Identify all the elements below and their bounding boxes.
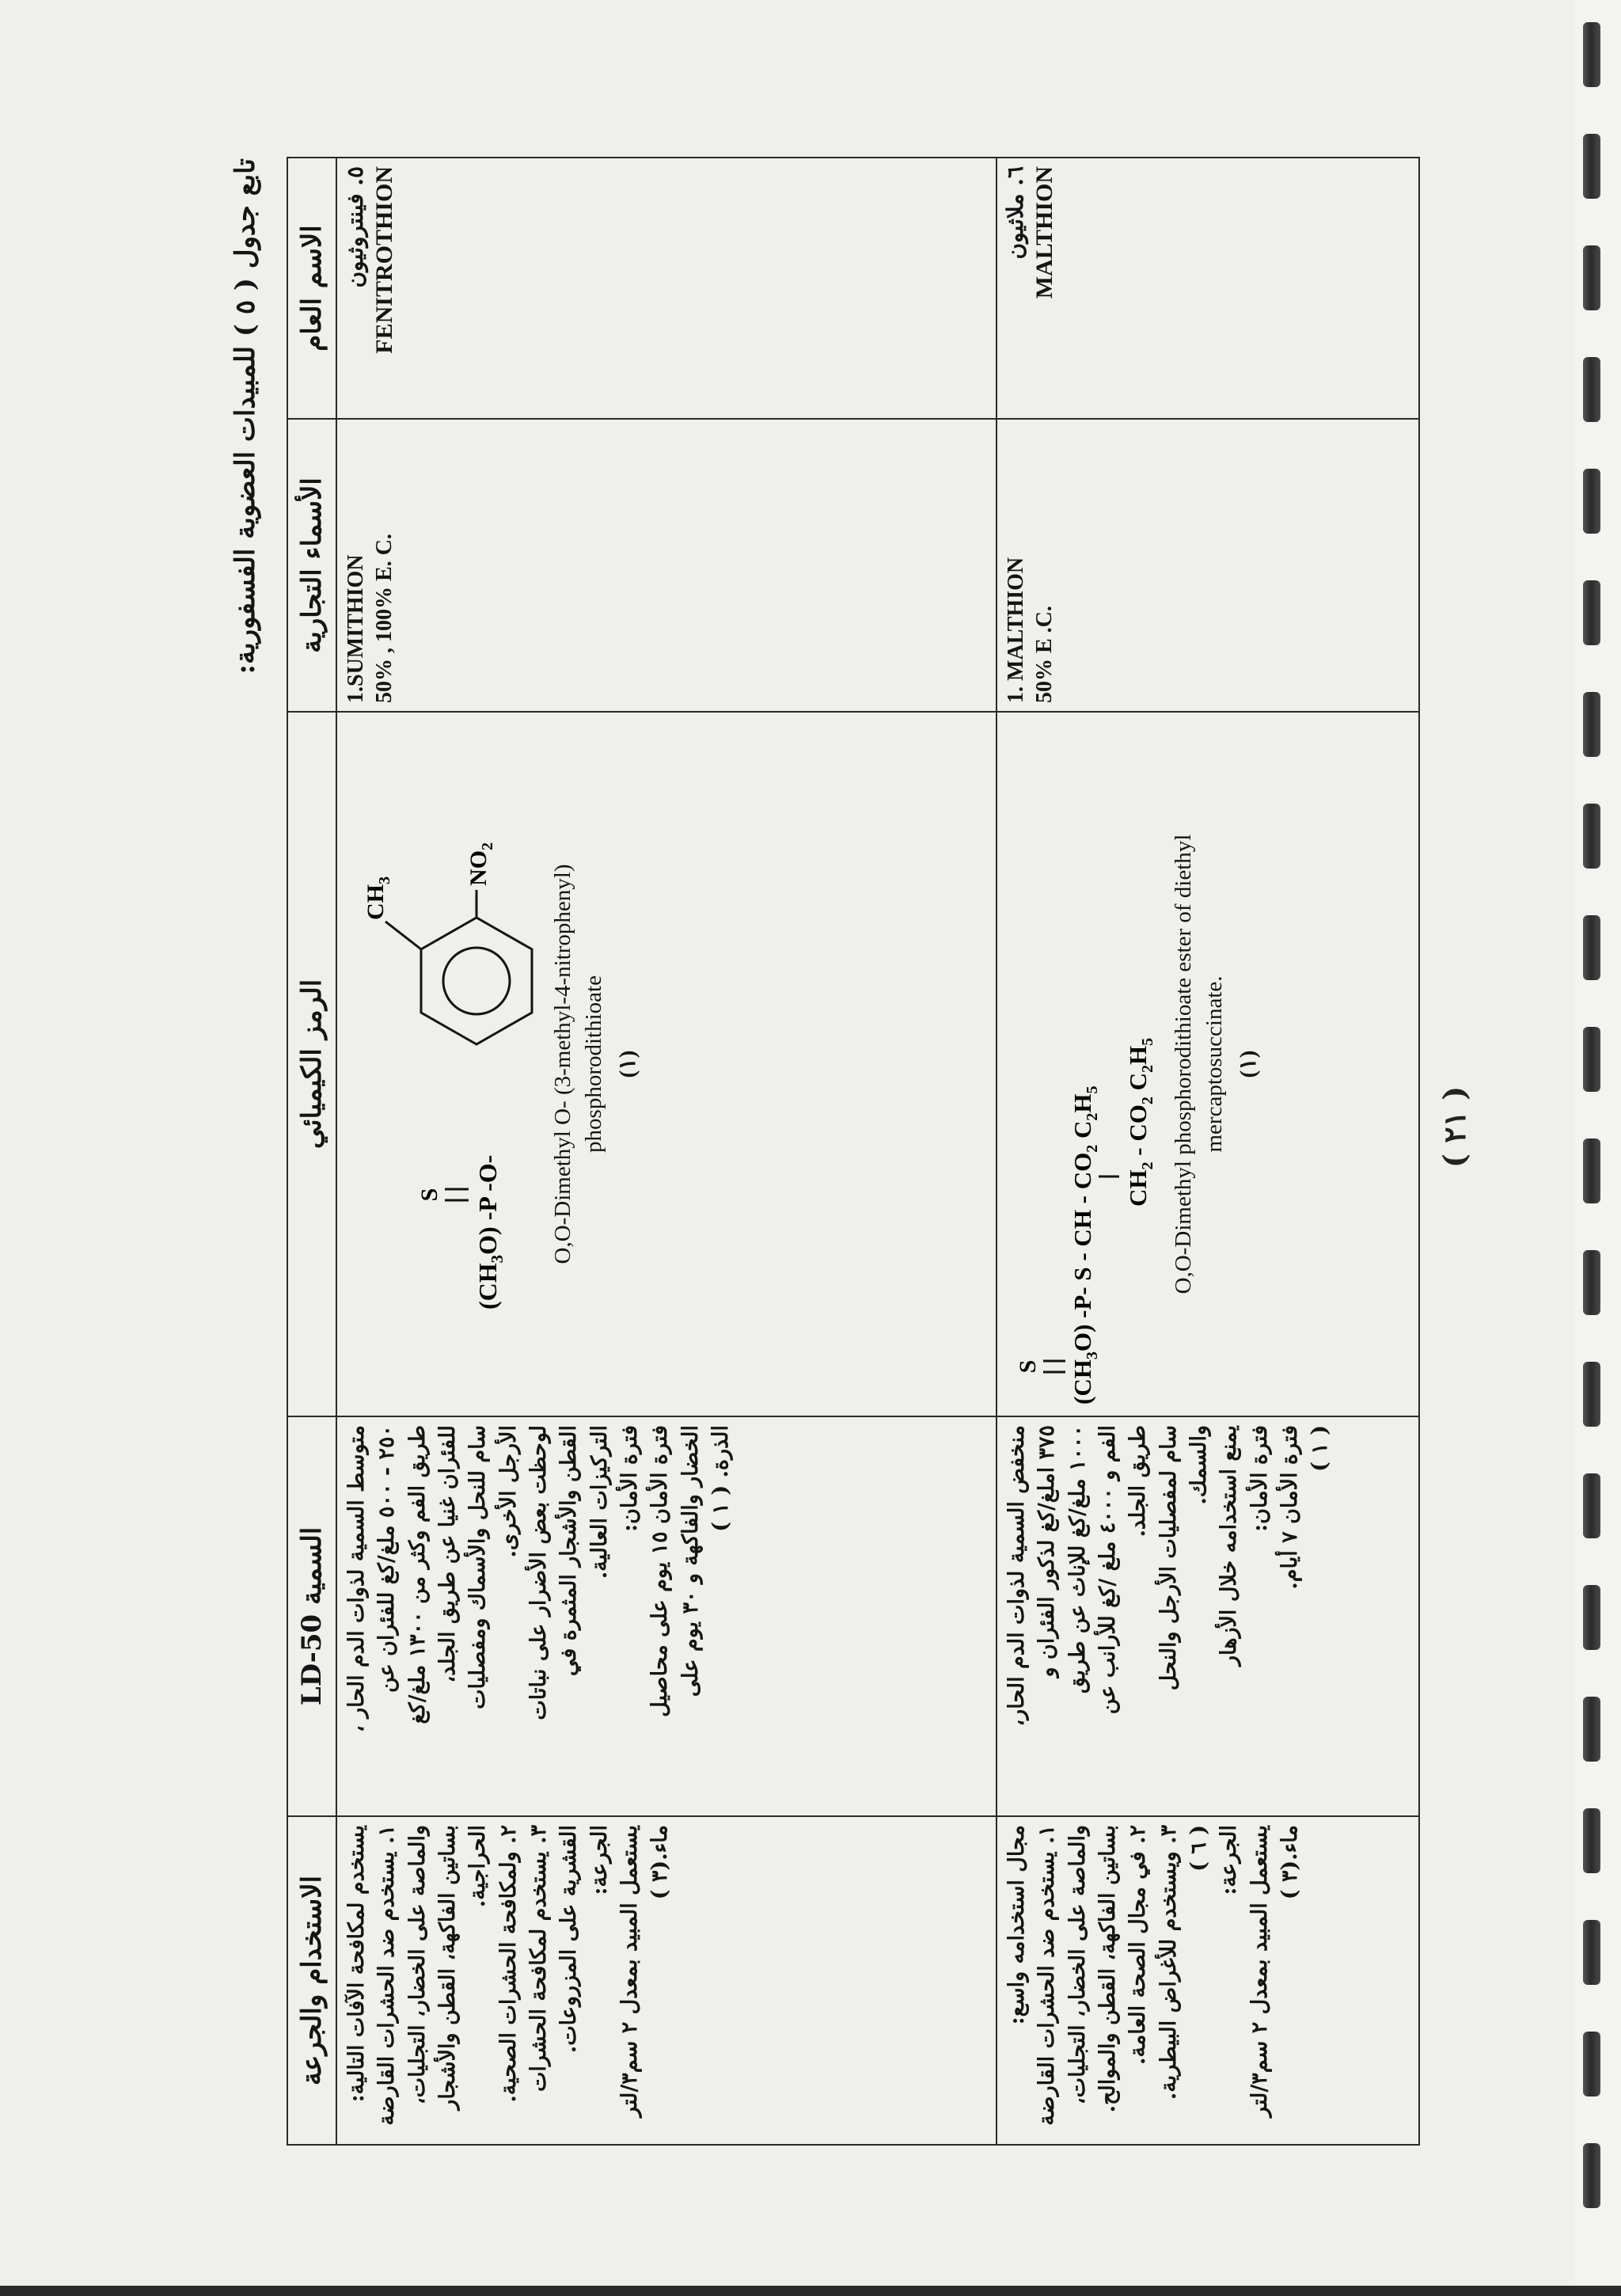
- common-name-en: MALTHION: [1031, 166, 1057, 299]
- text-line: طريق الجلد.: [1126, 1425, 1151, 1538]
- usage-text: [342, 1825, 676, 2136]
- binding-ring: [1583, 134, 1600, 199]
- cell-chemical-formula: [336, 712, 997, 1416]
- text-line: فترة الأمان:: [617, 1425, 642, 1532]
- reference-marker: (١): [1236, 1050, 1262, 1078]
- reference-marker: (١): [615, 1050, 641, 1078]
- toxicity-text: [1002, 1425, 1336, 1808]
- binding-ring: [1583, 357, 1600, 422]
- text-line: ١٠٠٠ ملغ/كغ للإناث عن طريق: [1065, 1425, 1090, 1694]
- text-line: الأرجل الأخرى.: [495, 1425, 521, 1558]
- text-line: ٣٧٥ املغ/كغ لذكور الفئران و: [1034, 1425, 1060, 1678]
- text-line: ١. يستخدم ضد الحشرات القارضة: [1034, 1825, 1060, 2126]
- text-line: الحراجية.: [465, 1825, 491, 1908]
- binding-ring: [1583, 580, 1600, 645]
- text-line: ٣. ويستخدم للأغراض البيطرية.: [1156, 1825, 1181, 2100]
- table-caption: تابع جدول ( ٥ ) للمبيدات العضوية الفسفورية:: [230, 158, 261, 675]
- text-line: والماصة على الخضار، التجليات،: [1065, 1825, 1090, 2105]
- text-line: والسمك.: [1186, 1425, 1211, 1505]
- text-line: فترة الأمان:: [1247, 1425, 1272, 1532]
- text-line: الذرة. ( ١ ): [708, 1425, 733, 1532]
- table-header-row: [287, 158, 336, 2145]
- text-line: ماء.(٣ ): [1277, 1825, 1302, 1900]
- binding-ring: [1583, 1920, 1600, 1985]
- text-line: ٢. في مجال الصحة العامة.: [1126, 1825, 1151, 2066]
- binding-ring: [1583, 692, 1600, 757]
- text-line: فترة الأمان ٧ أيام.: [1277, 1425, 1302, 1590]
- trade-name-line: 1. MALTHION: [1004, 557, 1028, 703]
- binding-ring: [1583, 2032, 1600, 2096]
- header-toxicity: السمية LD-50: [287, 1416, 336, 1816]
- text-line: يمنع استخدامه خلال الأزهار: [1217, 1425, 1242, 1667]
- malthion-structure: [1002, 720, 1160, 1408]
- iupac-line-2: phosphorodithioate: [581, 975, 607, 1153]
- binding-ring: [1583, 1138, 1600, 1203]
- common-name-en: FENITROTHION: [371, 166, 397, 354]
- formula-main-chain: $(CH_3O)$ -P -O-: [473, 1154, 507, 1310]
- cell-usage-dose: [997, 1816, 1419, 2145]
- text-line: ماء.(٣ ): [647, 1825, 673, 1900]
- binding-ring: [1583, 1473, 1600, 1538]
- text-line: منخفض السمية لذوات الدم الحار،: [1004, 1425, 1029, 1727]
- header-chemical-formula: الرمز الكيميائي: [287, 712, 336, 1416]
- iupac-line-1: O,O-Dimethyl phosphorodithioate ester of diethyl: [1171, 834, 1196, 1294]
- text-line: مجال استخدامه واسع:: [1004, 1825, 1029, 2025]
- binding-ring: [1583, 22, 1600, 87]
- pesticide-table: [287, 157, 1420, 2146]
- text-line: الفم و ٤٠٠٠ ملغ /كغ للأرانب عن: [1095, 1425, 1120, 1715]
- text-line: ٢. ولمكافحة الحشرات الصحية.: [495, 1825, 521, 2103]
- formula-sulfur-label: S: [1015, 1359, 1041, 1374]
- text-line: الجرعة:: [587, 1825, 612, 1895]
- text-line: ( ٦ ): [1186, 1825, 1211, 1872]
- common-name-ar: ٥. فينتروثيون: [342, 166, 368, 288]
- nitro-group-label: $NO_2$: [465, 842, 496, 886]
- binding-ring: [1583, 1027, 1600, 1092]
- formula-sulfur-label: S: [416, 1188, 442, 1202]
- fenitrothion-structure: [342, 720, 540, 1408]
- text-line: والماصة على الخضار، التجليات،: [404, 1825, 430, 2105]
- binding-ring: [1583, 1362, 1600, 1427]
- cell-common-name: [997, 158, 1419, 419]
- table-row-fenitrothion: [336, 158, 997, 2145]
- cell-toxicity: [336, 1416, 997, 1816]
- binding-ring: [1583, 245, 1600, 310]
- cell-trade-names: [336, 419, 997, 712]
- text-line: متوسط السمية لذوات الدم الحار ،: [344, 1425, 369, 1732]
- binding-ring: [1583, 1585, 1600, 1650]
- iupac-name: [548, 720, 643, 1408]
- binding-ring: [1583, 1697, 1600, 1762]
- page-number: ( ٢١ ): [1437, 1085, 1472, 1168]
- text-line: سام لمفصليات الأرجل والنحل: [1156, 1425, 1181, 1691]
- trade-name-line: 1.SUMITHION: [344, 554, 368, 703]
- benzene-ring: [421, 918, 532, 1044]
- text-line: لوحظت بعض الأضرار على نباتات: [526, 1425, 551, 1720]
- text-line: يستعمل المبيد بمعدل ٢ سم٣/لتر: [1247, 1825, 1272, 2117]
- header-common-name: الاسم العام: [287, 158, 336, 419]
- trade-formulation-line: 50% E .C.: [1032, 606, 1057, 703]
- cell-trade-names: [997, 419, 1419, 712]
- toxicity-text: [342, 1425, 736, 1808]
- text-line: ١. يستخدم ضد الحشرات القارضة: [374, 1825, 400, 2126]
- text-line: للفئران غنيا عن طريق الجلد،: [435, 1425, 460, 1683]
- formula-main-chain: $(CH_3O)$ -P- S - CH - $CO_2$ $C_2H_5$: [1069, 1085, 1101, 1405]
- cell-toxicity: [997, 1416, 1419, 1816]
- text-line: يستعمل المبيد بمعدل ٢ سم٣/لتر: [617, 1825, 642, 2117]
- text-line: يستخدم لمكافحة الآفات التالية:: [344, 1825, 369, 2103]
- text-line: ٢٥٠ - ٥٠٠ ملغ/كغ للفئران عن: [374, 1425, 400, 1693]
- binding-ring: [1583, 804, 1600, 869]
- rotated-content: [230, 158, 1393, 2146]
- cell-common-name: [336, 158, 997, 419]
- text-line: ( ١ ): [1308, 1425, 1333, 1472]
- binding-ring: [1583, 2143, 1600, 2208]
- header-usage-dose: الاستخدام والجرعة: [287, 1816, 336, 2145]
- binding-ring: [1583, 915, 1600, 980]
- iupac-line-1: O,O-Dimethyl O- (3-methyl-4-nitrophenyl): [550, 864, 575, 1264]
- text-line: فترة الأمان ١٥ يوم على محاصيل: [647, 1425, 673, 1717]
- text-line: القشرية على المزروعات.: [556, 1825, 582, 2054]
- text-line: الجرعة:: [1217, 1825, 1242, 1895]
- text-line: ٣. يستخدم لمكافحة الحشرات: [526, 1825, 551, 2093]
- binding-ring: [1583, 1250, 1600, 1315]
- page-bottom-edge: [0, 2286, 1621, 2296]
- cell-usage-dose: [336, 1816, 997, 2145]
- common-name-ar: ٦. ملاثيون: [1002, 166, 1028, 260]
- text-line: القطن والأشجار المثمرة في: [556, 1425, 582, 1677]
- binding-ring: [1583, 469, 1600, 534]
- text-line: سام للنحل والأسماك ومفصليات: [465, 1425, 491, 1709]
- trade-formulation-line: 50% , 100% E. C.: [372, 534, 397, 703]
- iupac-line-2: mercaptosuccinate.: [1202, 975, 1228, 1153]
- text-line: بساتين الفاكهة، القطن والأشجار: [435, 1825, 460, 2110]
- iupac-name: [1168, 720, 1264, 1408]
- cell-chemical-formula: [997, 712, 1419, 1416]
- text-line: التركيزات العالية.: [587, 1425, 612, 1579]
- table-row-malthion: [997, 158, 1419, 2145]
- text-line: بساتين الفاكهة، القطن والموالح.: [1095, 1825, 1120, 2113]
- text-line: الخضار والفاكهة و ٣٠ يوم على: [678, 1425, 703, 1697]
- formula-branch: $CH_2 - CO_2$ $C_2H_5$: [1124, 1037, 1156, 1207]
- binding-ring: [1583, 1808, 1600, 1873]
- header-trade-names: الأسماء التجارية: [287, 419, 336, 712]
- text-line: طريق الفم وكثر من ١٣٠٠ ملغ/كغ: [404, 1425, 430, 1724]
- methyl-group-label: $CH_3$: [363, 876, 393, 920]
- usage-text: [1002, 1825, 1305, 2136]
